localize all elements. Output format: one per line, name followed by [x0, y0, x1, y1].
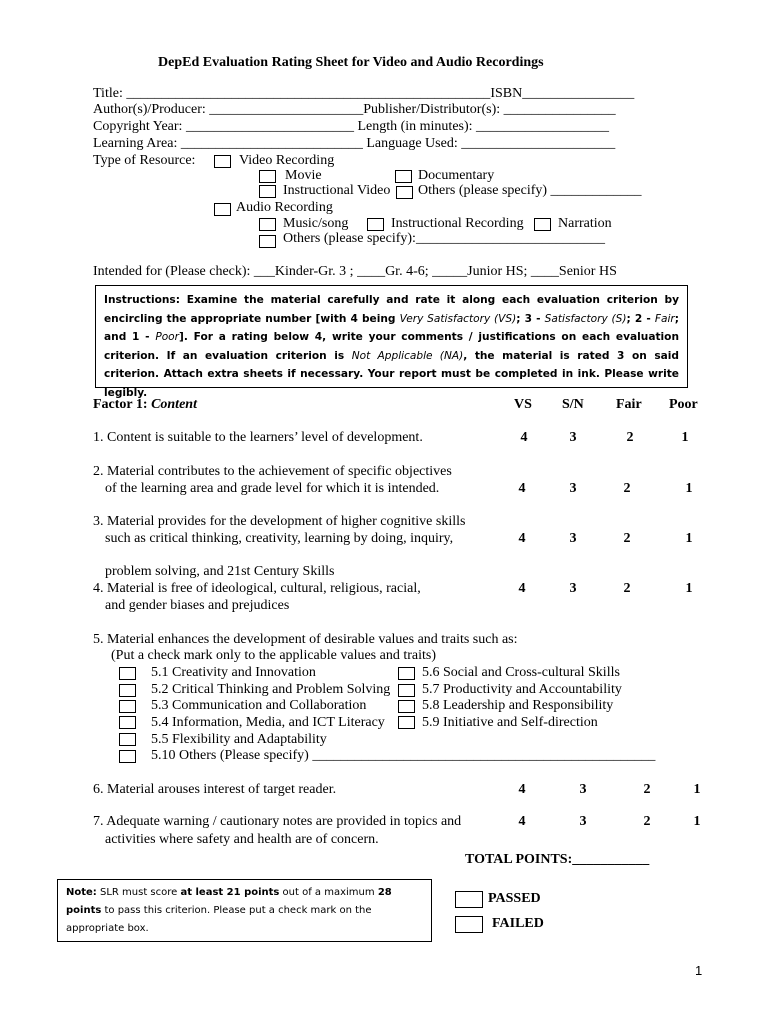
- instructions-text-6: , the material is rated 3 on said criterion. Attach extra sheets if necessary. Your report must be completed in ink. Please write legibly.: [104, 349, 679, 399]
- rating-2-1[interactable]: 1: [685, 481, 693, 496]
- criterion-5-line2: (Put a check mark only to the applicable values and traits): [111, 648, 437, 663]
- rating-1-3[interactable]: 3: [569, 430, 577, 445]
- passed-label: PASSED: [488, 891, 541, 906]
- instructions-box: [95, 285, 688, 399]
- learning-area-field[interactable]: Learning Area: __________________________ Language Used: ______________________: [93, 136, 616, 151]
- instructions-poor: Poor: [155, 331, 180, 344]
- rating-7-2[interactable]: 2: [643, 814, 651, 829]
- note-min-points: at least 21 points: [180, 887, 280, 898]
- trait-5-9-label: 5.9 Initiative and Self-direction: [422, 715, 598, 730]
- note-text-1: SLR must score: [96, 887, 181, 898]
- trait-5-8-label: 5.8 Leadership and Responsibility: [422, 698, 614, 713]
- instructional-recording-label: Instructional Recording: [391, 216, 524, 231]
- rating-4-4[interactable]: 4: [518, 581, 526, 596]
- page-number: 1: [695, 963, 703, 978]
- music-checkbox[interactable]: [259, 218, 276, 231]
- rating-7-1[interactable]: 1: [693, 814, 701, 829]
- instructions-vs: Very Satisfactory (VS): [399, 312, 517, 325]
- criterion-3-line3: problem solving, and 21st Century Skills: [105, 564, 335, 579]
- intended-for-line[interactable]: Intended for (Please check): ___Kinder-Gr. 3 ; ____Gr. 4-6; _____Junior HS; ____Senior HS: [93, 264, 617, 279]
- rating-6-1[interactable]: 1: [693, 782, 701, 797]
- col-sn: S/N: [562, 397, 584, 412]
- resource-label: Type of Resource:: [93, 153, 196, 168]
- rating-6-3[interactable]: 3: [579, 782, 587, 797]
- instructions-text-4: ; and 1 -: [104, 312, 680, 344]
- note-label: Note:: [66, 887, 97, 898]
- movie-label: Movie: [285, 168, 322, 183]
- trait-5-7-checkbox[interactable]: [398, 684, 415, 697]
- rating-2-4[interactable]: 4: [518, 481, 526, 496]
- criterion-7-line1: 7. Adequate warning / cautionary notes are provided in topics and: [93, 814, 462, 829]
- trait-5-10-label: 5.10 Others (Please specify) _________________________________________________: [151, 748, 656, 763]
- note-text-2: out of a maximum: [279, 887, 378, 898]
- trait-5-9-checkbox[interactable]: [398, 716, 415, 729]
- documentary-checkbox[interactable]: [395, 170, 412, 183]
- col-fair: Fair: [616, 397, 642, 412]
- trait-5-2-checkbox[interactable]: [119, 684, 136, 697]
- instructional-recording-checkbox[interactable]: [367, 218, 384, 231]
- others-audio-checkbox[interactable]: [259, 235, 276, 248]
- trait-5-2-label: 5.2 Critical Thinking and Problem Solving: [151, 682, 391, 697]
- audio-recording-label: Audio Recording: [236, 200, 333, 215]
- documentary-label: Documentary: [418, 168, 495, 183]
- trait-5-3-label: 5.3 Communication and Collaboration: [151, 698, 367, 713]
- instructions-text-3: ; 2 -: [626, 312, 655, 325]
- criterion-3-line1: 3. Material provides for the development of higher cognitive skills: [93, 514, 466, 529]
- narration-checkbox[interactable]: [534, 218, 551, 231]
- criterion-7-line2: activities where safety and health are of concern.: [105, 832, 379, 847]
- rating-7-3[interactable]: 3: [579, 814, 587, 829]
- rating-2-2[interactable]: 2: [623, 481, 631, 496]
- rating-1-2[interactable]: 2: [626, 430, 634, 445]
- rating-6-4[interactable]: 4: [518, 782, 526, 797]
- rating-1-4[interactable]: 4: [520, 430, 528, 445]
- factor-heading: [93, 397, 197, 413]
- instructional-video-label: Instructional Video: [283, 183, 391, 198]
- author-field[interactable]: Author(s)/Producer: ______________________Publisher/Distributor(s): ________________: [93, 102, 616, 117]
- col-vs: VS: [514, 397, 532, 412]
- instructions-s: Satisfactory (S): [544, 312, 627, 325]
- passed-checkbox[interactable]: [455, 891, 483, 908]
- music-label: Music/song: [283, 216, 349, 231]
- trait-5-5-checkbox[interactable]: [119, 733, 136, 746]
- rating-4-2[interactable]: 2: [623, 581, 631, 596]
- title-field[interactable]: Title: ____________________________________________________ISBN________________: [93, 86, 635, 101]
- rating-3-3[interactable]: 3: [569, 531, 577, 546]
- rating-2-3[interactable]: 3: [569, 481, 577, 496]
- copyright-field[interactable]: Copyright Year: ________________________ Length (in minutes): ___________________: [93, 119, 610, 134]
- others-audio-label: Others (please specify):___________________________: [283, 231, 605, 246]
- rating-6-2[interactable]: 2: [643, 782, 651, 797]
- instructions-fair: Fair: [654, 312, 675, 325]
- others-video-checkbox[interactable]: [396, 186, 413, 199]
- movie-checkbox[interactable]: [259, 170, 276, 183]
- trait-5-10-checkbox[interactable]: [119, 750, 136, 763]
- video-recording-label: Video Recording: [239, 153, 335, 168]
- rating-3-4[interactable]: 4: [518, 531, 526, 546]
- criterion-4-line2: and gender biases and prejudices: [105, 598, 290, 613]
- rating-3-1[interactable]: 1: [685, 531, 693, 546]
- total-points[interactable]: TOTAL POINTS:___________: [465, 852, 650, 867]
- criterion-3-line2: such as critical thinking, creativity, learning by doing, inquiry,: [105, 531, 454, 546]
- video-recording-checkbox[interactable]: [214, 155, 231, 168]
- narration-label: Narration: [558, 216, 612, 231]
- col-poor: Poor: [669, 397, 698, 412]
- note-text-3: to pass this criterion. Please put a check mark on the appropriate box.: [66, 905, 372, 934]
- instructions-text-1: Examine the material carefully and rate it along each evaluation criterion by encircling the appropriate number [with 4 being: [104, 294, 679, 325]
- factor-name: Content: [151, 397, 197, 412]
- trait-5-3-checkbox[interactable]: [119, 700, 136, 713]
- instructions-text-5: ]. For a rating below 4, write your comments / justifications on each evaluation criterion. If an evaluation criterion is: [104, 331, 679, 362]
- others-video-label: Others (please specify) _____________: [418, 183, 642, 198]
- note-box: [57, 879, 432, 942]
- trait-5-6-label: 5.6 Social and Cross-cultural Skills: [422, 665, 620, 680]
- audio-recording-checkbox[interactable]: [214, 203, 231, 216]
- note-max-points: 28 points: [66, 887, 392, 916]
- rating-3-2[interactable]: 2: [623, 531, 631, 546]
- trait-5-4-label: 5.4 Information, Media, and ICT Literacy: [151, 715, 385, 730]
- trait-5-1-label: 5.1 Creativity and Innovation: [151, 665, 316, 680]
- instructions-text-2: ; 3 -: [516, 312, 545, 325]
- trait-5-8-checkbox[interactable]: [398, 700, 415, 713]
- failed-checkbox[interactable]: [455, 916, 483, 933]
- criterion-4-line1: 4. Material is free of ideological, cultural, religious, racial,: [93, 581, 421, 596]
- trait-5-6-checkbox[interactable]: [398, 667, 415, 680]
- criterion-1: 1. Content is suitable to the learners’ level of development.: [93, 430, 423, 445]
- criterion-2-line2: of the learning area and grade level for which it is intended.: [105, 481, 440, 496]
- criterion-6: 6. Material arouses interest of target reader.: [93, 782, 337, 797]
- rating-7-4[interactable]: 4: [518, 814, 526, 829]
- page-title: DepEd Evaluation Rating Sheet for Video and Audio Recordings: [158, 55, 544, 70]
- factor-label: Factor 1:: [93, 397, 148, 412]
- instructions-na: Not Applicable (NA): [351, 349, 464, 362]
- rating-4-1[interactable]: 1: [685, 581, 693, 596]
- trait-5-5-label: 5.5 Flexibility and Adaptability: [151, 732, 327, 747]
- trait-5-4-checkbox[interactable]: [119, 716, 136, 729]
- instructional-video-checkbox[interactable]: [259, 185, 276, 198]
- failed-label: FAILED: [492, 916, 544, 931]
- trait-5-1-checkbox[interactable]: [119, 667, 136, 680]
- rating-1-1[interactable]: 1: [681, 430, 689, 445]
- trait-5-7-label: 5.7 Productivity and Accountability: [422, 682, 622, 697]
- criterion-2-line1: 2. Material contributes to the achievement of specific objectives: [93, 464, 452, 479]
- instructions-label: Instructions:: [104, 294, 180, 306]
- rating-4-3[interactable]: 3: [569, 581, 577, 596]
- criterion-5-line1: 5. Material enhances the development of desirable values and traits such as:: [93, 632, 518, 647]
